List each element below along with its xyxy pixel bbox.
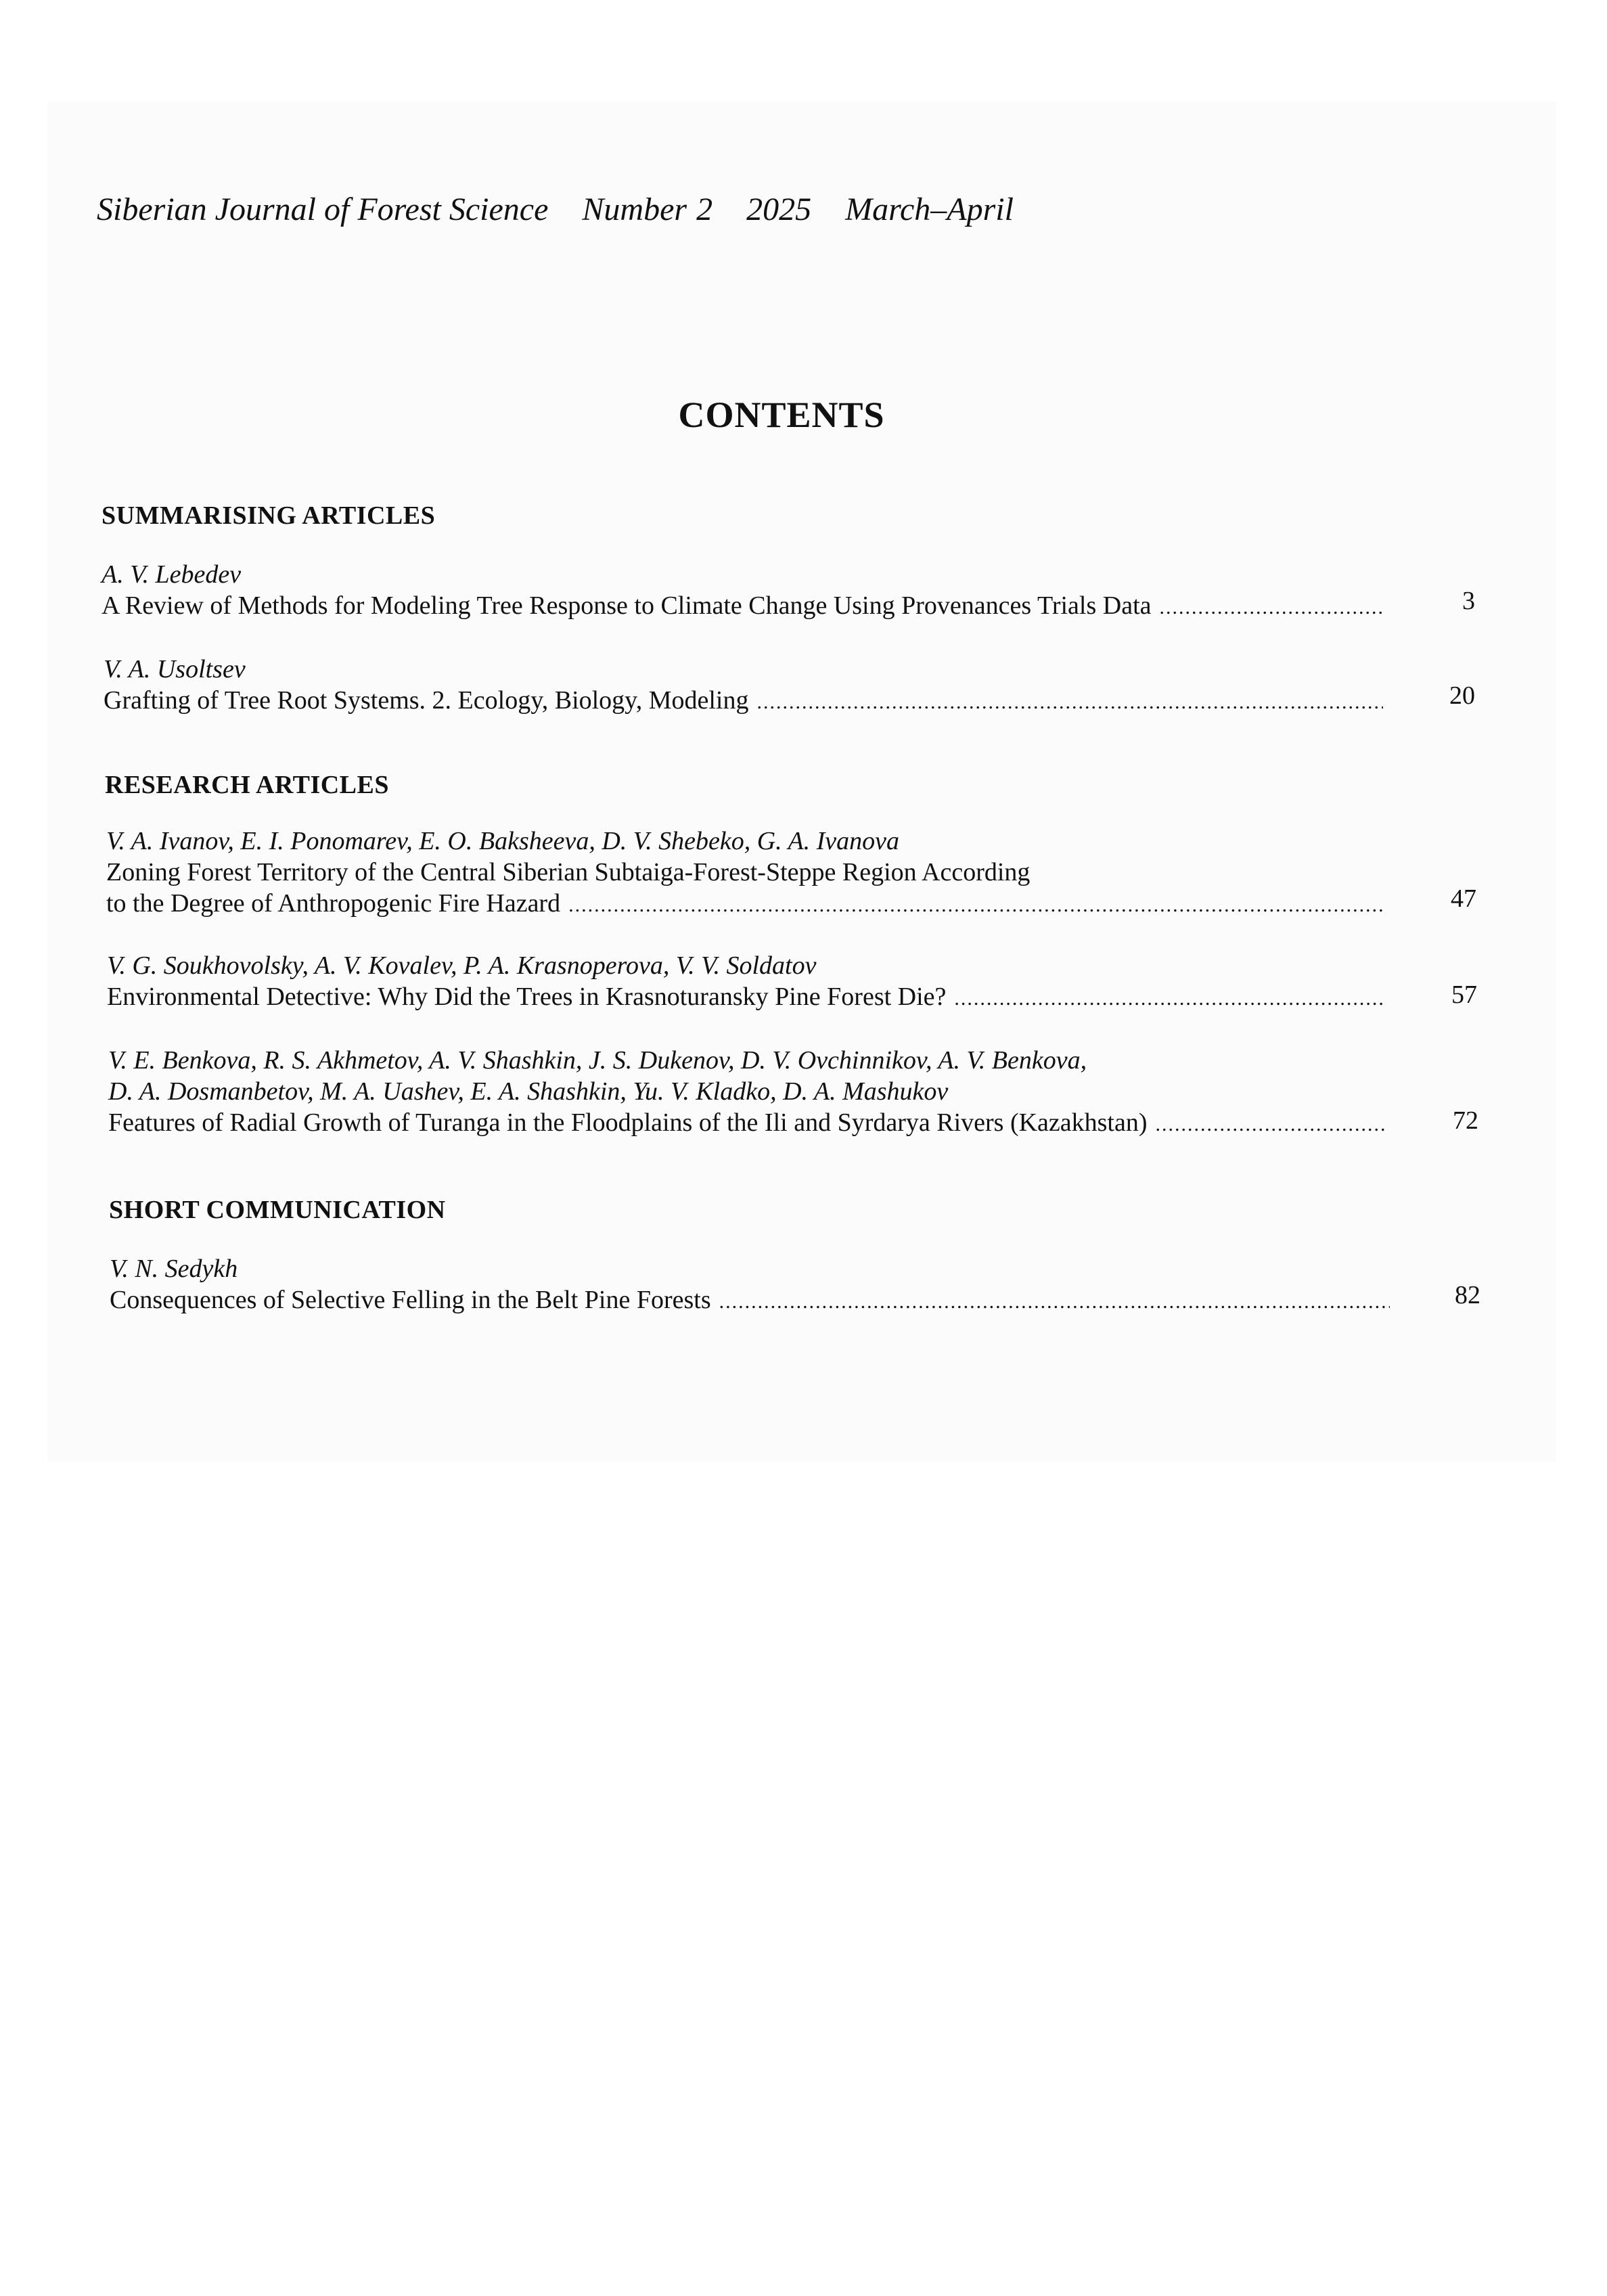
- entry-authors: V. A. Usoltsev: [104, 655, 246, 683]
- entry-title: A Review of Methods for Modeling Tree Response to Climate Change Using Provenances Trials Data: [101, 591, 1152, 620]
- toc-entry[interactable]: [108, 1045, 1390, 1140]
- dot-leader: [719, 1286, 1390, 1318]
- dot-leader: [1156, 1109, 1386, 1140]
- entry-title-line: [107, 981, 1389, 1014]
- toc-entry[interactable]: [104, 654, 1387, 718]
- entry-title: Features of Radial Growth of Turanga in the Floodplains of the Ili and Syrdarya Rivers (Kazakhstan): [108, 1108, 1148, 1137]
- entry-page-number: 57: [1451, 981, 1477, 1009]
- entry-title-line: [106, 857, 1388, 888]
- entry-title-continued: to the Degree of Anthropogenic Fire Hazard: [106, 889, 561, 918]
- section-heading-research: RESEARCH ARTICLES: [105, 771, 390, 799]
- dot-leader: [757, 687, 1384, 718]
- contents-title: CONTENTS: [678, 395, 885, 435]
- issue-number: 2: [696, 192, 713, 227]
- entry-title: Zoning Forest Territory of the Central Siberian Subtaiga-Forest-Steppe Region According: [106, 858, 1031, 886]
- entry-authors: V. A. Ivanov, E. I. Ponomarev, E. O. Baksheeva, D. V. Shebeko, G. A. Ivanova: [106, 827, 900, 855]
- entry-authors: V. N. Sedykh: [110, 1255, 238, 1283]
- entry-title-line: [106, 888, 1388, 921]
- dot-leader: [1160, 592, 1383, 623]
- entry-title-line: [101, 590, 1387, 623]
- entry-page-number: 20: [1449, 681, 1475, 710]
- entry-authors-continued: D. A. Dosmanbetov, M. A. Uashev, E. A. Shashkin, Yu. V. Kladko, D. A. Mashukov: [108, 1077, 949, 1106]
- entry-title: Grafting of Tree Root Systems. 2. Ecology, Biology, Modeling: [104, 686, 749, 715]
- toc-entry[interactable]: [101, 559, 1387, 623]
- entry-authors: V. E. Benkova, R. S. Akhmetov, A. V. Shashkin, J. S. Dukenov, D. V. Ovchinnikov, A. V. Benkova,: [108, 1046, 1087, 1075]
- issue-number-label: Number: [582, 192, 687, 227]
- toc-entry[interactable]: [110, 1253, 1394, 1318]
- entry-authors: V. G. Soukhovolsky, A. V. Kovalev, P. A. Krasnoperova, V. V. Soldatov: [107, 951, 817, 980]
- dot-leader: [568, 890, 1384, 921]
- entry-title: Consequences of Selective Felling in the Belt Pine Forests: [110, 1286, 711, 1314]
- issue-period: March–April: [845, 192, 1014, 227]
- entry-page-number: 72: [1453, 1106, 1478, 1135]
- entry-title-line: [108, 1107, 1390, 1140]
- entry-title-line: [104, 685, 1387, 718]
- issue-year: 2025: [746, 192, 812, 227]
- entry-page-number: 82: [1455, 1281, 1480, 1309]
- journal-name: Siberian Journal of Forest Science: [97, 192, 549, 227]
- journal-header: [97, 191, 1014, 228]
- section-heading-short-communication: SHORT COMMUNICATION: [109, 1196, 446, 1224]
- toc-entry[interactable]: [107, 950, 1389, 1014]
- entry-authors: A. V. Lebedev: [101, 560, 242, 589]
- dot-leader: [954, 983, 1385, 1014]
- toc-entry[interactable]: [106, 826, 1388, 921]
- entry-title: Environmental Detective: Why Did the Trees in Krasnoturansky Pine Forest Die?: [107, 983, 947, 1011]
- entry-page-number: 3: [1462, 587, 1475, 615]
- entry-page-number: 47: [1451, 884, 1476, 913]
- section-heading-summarising: SUMMARISING ARTICLES: [101, 501, 436, 530]
- entry-title-line: [110, 1284, 1394, 1318]
